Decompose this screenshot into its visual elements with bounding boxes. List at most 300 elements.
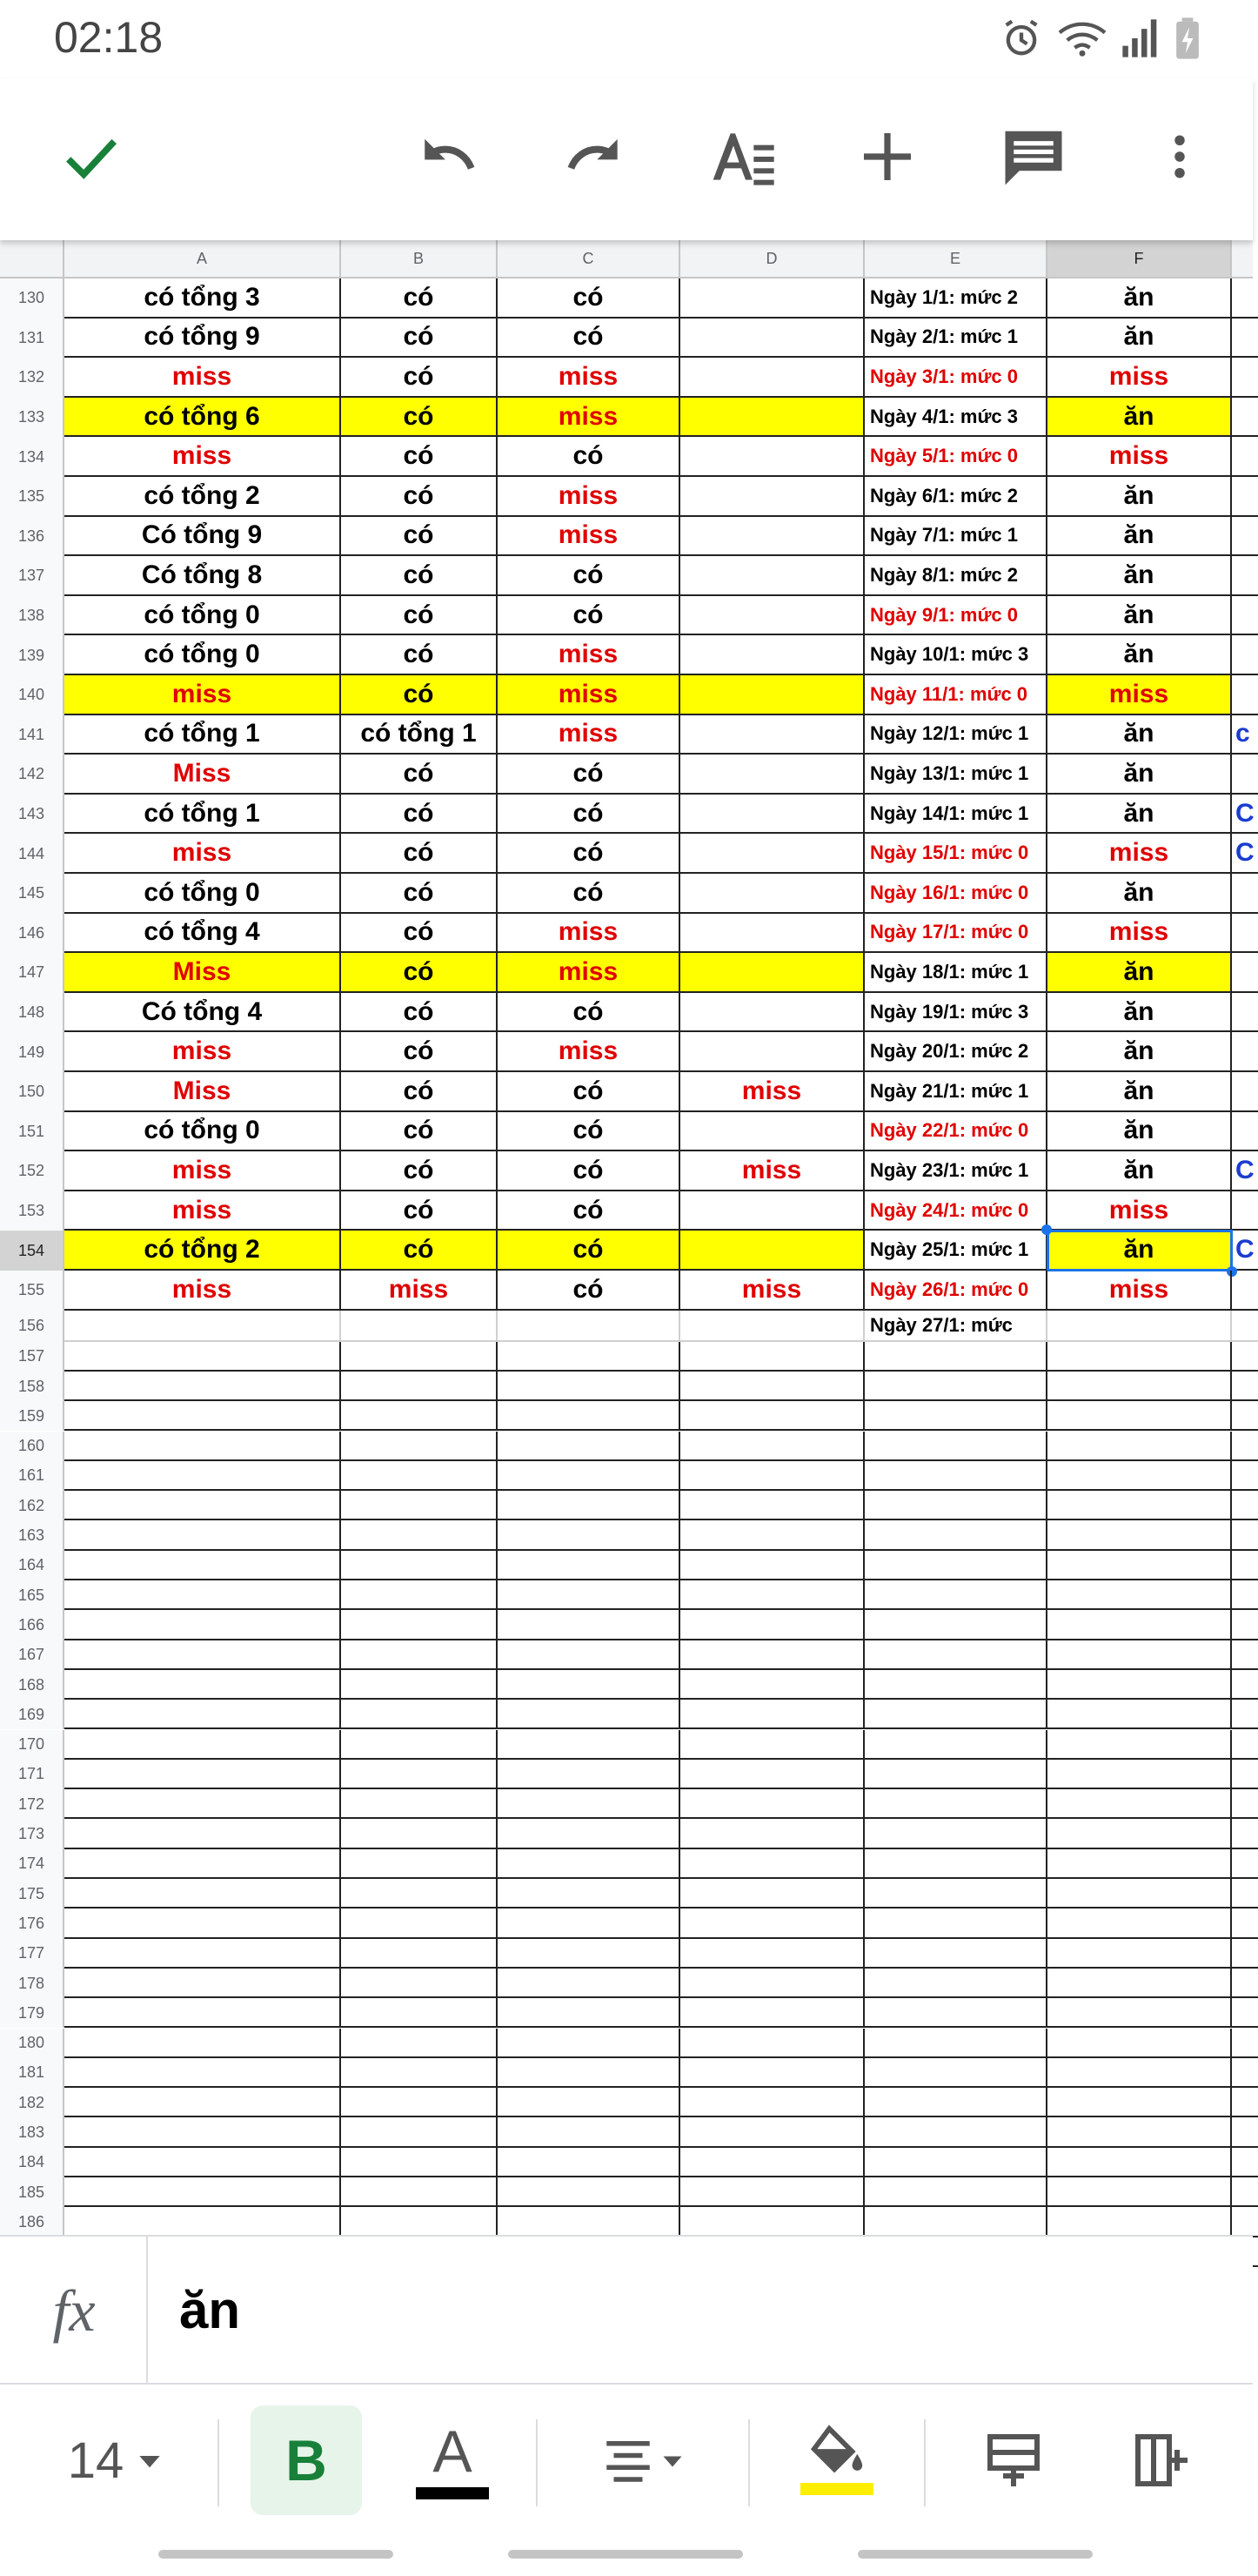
cell-f175[interactable]	[1047, 1879, 1232, 1909]
cell-f152[interactable]: ăn	[1047, 1151, 1232, 1191]
cell-f173[interactable]	[1047, 1819, 1232, 1848]
cell-a153[interactable]: miss	[64, 1191, 341, 1231]
cell-d182[interactable]	[680, 2088, 865, 2117]
cell-a144[interactable]: miss	[64, 834, 341, 874]
cell-e148[interactable]: Ngày 19/1: mức 3	[865, 993, 1047, 1033]
cell-a136[interactable]: Có tổng 9	[64, 517, 341, 557]
cell-a166[interactable]	[64, 1610, 341, 1640]
cell-a177[interactable]	[64, 1939, 341, 1969]
cell-f186[interactable]	[1047, 2207, 1232, 2237]
cell-c168[interactable]	[498, 1670, 680, 1700]
cell-d151[interactable]	[680, 1112, 865, 1152]
cell-e157[interactable]	[865, 1342, 1047, 1372]
cell-d135[interactable]	[680, 477, 865, 517]
column-header-c[interactable]: C	[498, 240, 680, 278]
cell-e159[interactable]	[865, 1401, 1047, 1431]
cell-g153[interactable]	[1232, 1191, 1258, 1231]
cell-d153[interactable]	[680, 1191, 865, 1231]
cell-d167[interactable]	[680, 1640, 865, 1670]
cell-f168[interactable]	[1047, 1670, 1232, 1700]
cell-f182[interactable]	[1047, 2088, 1232, 2117]
cell-b158[interactable]	[341, 1372, 498, 1401]
cell-g130[interactable]	[1232, 278, 1258, 319]
cell-d138[interactable]	[680, 596, 865, 636]
cell-c141[interactable]: miss	[498, 715, 680, 755]
row-header[interactable]: 150	[0, 1072, 64, 1112]
cell-d144[interactable]	[680, 834, 865, 874]
cell-e161[interactable]	[865, 1461, 1047, 1491]
font-size-dropdown[interactable]	[52, 2405, 183, 2515]
cell-f141[interactable]: ăn	[1047, 715, 1232, 755]
column-header-b[interactable]: B	[341, 240, 498, 278]
cell-f153[interactable]: miss	[1047, 1191, 1232, 1231]
cell-d176[interactable]	[680, 1909, 865, 1938]
bold-button[interactable]	[251, 2405, 362, 2515]
cell-b147[interactable]: có	[341, 953, 498, 993]
align-dropdown[interactable]	[583, 2405, 705, 2515]
cell-b154[interactable]: có	[341, 1231, 498, 1271]
cell-b161[interactable]	[341, 1461, 498, 1491]
cell-g166[interactable]	[1232, 1610, 1258, 1640]
cell-a181[interactable]	[64, 2058, 341, 2088]
text-format-icon[interactable]	[699, 113, 786, 200]
cell-e135[interactable]: Ngày 6/1: mức 2	[865, 477, 1047, 517]
cell-f132[interactable]: miss	[1047, 358, 1232, 398]
cell-g146[interactable]	[1232, 914, 1258, 954]
cell-f169[interactable]	[1047, 1700, 1232, 1729]
cell-b160[interactable]	[341, 1432, 498, 1461]
cell-a175[interactable]	[64, 1879, 341, 1909]
cell-e139[interactable]: Ngày 10/1: mức 3	[865, 635, 1047, 675]
cell-a145[interactable]: có tổng 0	[64, 874, 341, 914]
cell-e170[interactable]	[865, 1730, 1047, 1760]
cell-f177[interactable]	[1047, 1939, 1232, 1969]
cell-a138[interactable]: có tổng 0	[64, 596, 341, 636]
cell-c142[interactable]: có	[498, 755, 680, 795]
cell-f160[interactable]	[1047, 1432, 1232, 1461]
cell-d164[interactable]	[680, 1551, 865, 1580]
cell-g148[interactable]	[1232, 993, 1258, 1033]
cell-e154[interactable]: Ngày 25/1: mức 1	[865, 1231, 1047, 1271]
cell-f176[interactable]	[1047, 1909, 1232, 1938]
cell-b169[interactable]	[341, 1700, 498, 1729]
cell-b183[interactable]	[341, 2117, 498, 2147]
row-header[interactable]: 153	[0, 1191, 64, 1231]
cell-e181[interactable]	[865, 2058, 1047, 2088]
cell-d179[interactable]	[680, 1998, 865, 2028]
row-header[interactable]: 155	[0, 1271, 64, 1311]
cell-e165[interactable]	[865, 1580, 1047, 1610]
cell-e164[interactable]	[865, 1551, 1047, 1580]
cell-g165[interactable]	[1232, 1580, 1258, 1610]
row-header[interactable]: 143	[0, 795, 64, 835]
cell-c177[interactable]	[498, 1939, 680, 1969]
cell-c143[interactable]: có	[498, 795, 680, 835]
nav-handle-right[interactable]	[858, 2550, 1093, 2559]
cell-e172[interactable]	[865, 1789, 1047, 1819]
cell-a132[interactable]: miss	[64, 358, 341, 398]
cell-e130[interactable]: Ngày 1/1: mức 2	[865, 278, 1047, 319]
cell-c151[interactable]: có	[498, 1112, 680, 1152]
insert-plus-icon[interactable]	[844, 113, 931, 200]
cell-e146[interactable]: Ngày 17/1: mức 0	[865, 914, 1047, 954]
cell-c178[interactable]	[498, 1969, 680, 1998]
cell-e175[interactable]	[865, 1879, 1047, 1909]
cell-b159[interactable]	[341, 1401, 498, 1431]
cell-f167[interactable]	[1047, 1640, 1232, 1670]
row-header[interactable]: 159	[0, 1401, 64, 1431]
cell-d184[interactable]	[680, 2148, 865, 2177]
cell-c162[interactable]	[498, 1491, 680, 1520]
cell-a183[interactable]	[64, 2117, 341, 2147]
row-header[interactable]: 157	[0, 1342, 64, 1372]
cell-e186[interactable]	[865, 2207, 1047, 2237]
cell-a137[interactable]: Có tổng 8	[64, 556, 341, 596]
cell-g151[interactable]	[1232, 1112, 1258, 1152]
cell-d143[interactable]	[680, 795, 865, 835]
cell-e131[interactable]: Ngày 2/1: mức 1	[865, 319, 1047, 359]
cell-a167[interactable]	[64, 1640, 341, 1670]
select-all-corner[interactable]	[0, 240, 64, 278]
cell-d131[interactable]	[680, 319, 865, 359]
cell-f142[interactable]: ăn	[1047, 755, 1232, 795]
cell-a141[interactable]: có tổng 1	[64, 715, 341, 755]
cell-b130[interactable]: có	[341, 278, 498, 319]
row-header[interactable]: 182	[0, 2088, 64, 2117]
cell-a179[interactable]	[64, 1998, 341, 2028]
cell-b171[interactable]	[341, 1760, 498, 1789]
row-header[interactable]: 144	[0, 834, 64, 874]
cell-c167[interactable]	[498, 1640, 680, 1670]
cell-c174[interactable]	[498, 1849, 680, 1879]
cell-e179[interactable]	[865, 1998, 1047, 2028]
cell-b157[interactable]	[341, 1342, 498, 1372]
cell-f162[interactable]	[1047, 1491, 1232, 1520]
cell-f135[interactable]: ăn	[1047, 477, 1232, 517]
row-header[interactable]: 164	[0, 1551, 64, 1580]
cell-c170[interactable]	[498, 1730, 680, 1760]
cell-d174[interactable]	[680, 1849, 865, 1879]
cell-e158[interactable]	[865, 1372, 1047, 1401]
cell-e174[interactable]	[865, 1849, 1047, 1879]
redo-icon[interactable]	[551, 113, 638, 200]
cell-c171[interactable]	[498, 1760, 680, 1789]
cell-b131[interactable]: có	[341, 319, 498, 359]
cell-b176[interactable]	[341, 1909, 498, 1938]
cell-e144[interactable]: Ngày 15/1: mức 0	[865, 834, 1047, 874]
cell-b150[interactable]: có	[341, 1072, 498, 1112]
row-header[interactable]: 178	[0, 1969, 64, 1998]
cell-f147[interactable]: ăn	[1047, 953, 1232, 993]
fill-color-button[interactable]	[785, 2405, 889, 2515]
cell-f171[interactable]	[1047, 1760, 1232, 1789]
cell-a133[interactable]: có tổng 6	[64, 398, 341, 438]
cell-b149[interactable]: có	[341, 1032, 498, 1072]
cell-c165[interactable]	[498, 1580, 680, 1610]
cell-d137[interactable]	[680, 556, 865, 596]
cell-d148[interactable]	[680, 993, 865, 1033]
cell-b185[interactable]	[341, 2177, 498, 2207]
cell-f179[interactable]	[1047, 1998, 1232, 2028]
cell-f140[interactable]: miss	[1047, 675, 1232, 715]
cell-a171[interactable]	[64, 1760, 341, 1789]
cell-a180[interactable]	[64, 2029, 341, 2058]
cell-g171[interactable]	[1232, 1760, 1258, 1789]
cell-b137[interactable]: có	[341, 556, 498, 596]
row-header[interactable]: 131	[0, 319, 64, 359]
cell-g172[interactable]	[1232, 1789, 1258, 1819]
cell-c147[interactable]: miss	[498, 953, 680, 993]
cell-d163[interactable]	[680, 1520, 865, 1550]
row-header[interactable]: 174	[0, 1849, 64, 1879]
cell-c150[interactable]: có	[498, 1072, 680, 1112]
cell-f151[interactable]: ăn	[1047, 1112, 1232, 1152]
cell-d178[interactable]	[680, 1969, 865, 1998]
cell-g182[interactable]	[1232, 2088, 1258, 2117]
cell-g136[interactable]	[1232, 517, 1258, 557]
row-header[interactable]: 175	[0, 1879, 64, 1909]
formula-input[interactable]: ăn	[179, 2281, 241, 2339]
cell-a131[interactable]: có tổng 9	[64, 319, 341, 359]
row-header[interactable]: 170	[0, 1730, 64, 1760]
cell-e183[interactable]	[865, 2117, 1047, 2147]
cell-a158[interactable]	[64, 1372, 341, 1401]
row-header[interactable]: 136	[0, 517, 64, 557]
cell-g179[interactable]	[1232, 1998, 1258, 2028]
text-color-button[interactable]	[400, 2405, 505, 2515]
insert-column-button[interactable]	[1114, 2405, 1209, 2515]
cell-c137[interactable]: có	[498, 556, 680, 596]
cell-a165[interactable]	[64, 1580, 341, 1610]
cell-d146[interactable]	[680, 914, 865, 954]
cell-f154[interactable]: ăn	[1047, 1231, 1232, 1271]
cell-f161[interactable]	[1047, 1461, 1232, 1491]
cell-a173[interactable]	[64, 1819, 341, 1848]
cell-g167[interactable]	[1232, 1640, 1258, 1670]
cell-b165[interactable]	[341, 1580, 498, 1610]
cell-c134[interactable]: có	[498, 437, 680, 477]
cell-e169[interactable]	[865, 1700, 1047, 1729]
cell-f155[interactable]: miss	[1047, 1271, 1232, 1311]
cell-e156[interactable]: Ngày 27/1: mức	[865, 1311, 1047, 1342]
cell-e182[interactable]	[865, 2088, 1047, 2117]
cell-c180[interactable]	[498, 2029, 680, 2058]
cell-g133[interactable]	[1232, 398, 1258, 438]
cell-a149[interactable]: miss	[64, 1032, 341, 1072]
cell-b181[interactable]	[341, 2058, 498, 2088]
cell-g141[interactable]: c	[1232, 715, 1258, 755]
more-options-icon[interactable]	[1136, 113, 1223, 200]
cell-a152[interactable]: miss	[64, 1151, 341, 1191]
cell-d156[interactable]	[680, 1311, 865, 1342]
cell-d181[interactable]	[680, 2058, 865, 2088]
cell-b132[interactable]: có	[341, 358, 498, 398]
cell-d177[interactable]	[680, 1939, 865, 1969]
cell-g145[interactable]	[1232, 874, 1258, 914]
cell-g164[interactable]	[1232, 1551, 1258, 1580]
row-header[interactable]: 137	[0, 556, 64, 596]
cell-b164[interactable]	[341, 1551, 498, 1580]
cell-e132[interactable]: Ngày 3/1: mức 0	[865, 358, 1047, 398]
cell-d168[interactable]	[680, 1670, 865, 1700]
cell-g131[interactable]	[1232, 319, 1258, 359]
cell-d161[interactable]	[680, 1461, 865, 1491]
cell-g152[interactable]: C	[1232, 1151, 1258, 1191]
cell-c164[interactable]	[498, 1551, 680, 1580]
cell-b173[interactable]	[341, 1819, 498, 1848]
cell-g156[interactable]	[1232, 1311, 1258, 1342]
cell-b152[interactable]: có	[341, 1151, 498, 1191]
row-header[interactable]: 134	[0, 437, 64, 477]
cell-e173[interactable]	[865, 1819, 1047, 1848]
cell-d133[interactable]	[680, 398, 865, 438]
undo-icon[interactable]	[405, 113, 492, 200]
cell-c169[interactable]	[498, 1700, 680, 1729]
cell-g174[interactable]	[1232, 1849, 1258, 1879]
cell-a143[interactable]: có tổng 1	[64, 795, 341, 835]
cell-b134[interactable]: có	[341, 437, 498, 477]
cell-b170[interactable]	[341, 1730, 498, 1760]
cell-g139[interactable]	[1232, 635, 1258, 675]
cell-b143[interactable]: có	[341, 795, 498, 835]
cell-c186[interactable]	[498, 2207, 680, 2237]
cell-a151[interactable]: có tổng 0	[64, 1112, 341, 1152]
cell-c181[interactable]	[498, 2058, 680, 2088]
cell-f130[interactable]: ăn	[1047, 278, 1232, 319]
row-header[interactable]: 163	[0, 1520, 64, 1550]
cell-f148[interactable]: ăn	[1047, 993, 1232, 1033]
cell-d147[interactable]	[680, 953, 865, 993]
cell-g175[interactable]	[1232, 1879, 1258, 1909]
cell-c140[interactable]: miss	[498, 675, 680, 715]
cell-f134[interactable]: miss	[1047, 437, 1232, 477]
cell-d140[interactable]	[680, 675, 865, 715]
cell-b162[interactable]	[341, 1491, 498, 1520]
done-checkmark-icon[interactable]	[48, 113, 135, 200]
cell-c144[interactable]: có	[498, 834, 680, 874]
cell-a154[interactable]: có tổng 2	[64, 1231, 341, 1271]
cell-b155[interactable]: miss	[341, 1271, 498, 1311]
cell-d183[interactable]	[680, 2117, 865, 2147]
cell-f180[interactable]	[1047, 2029, 1232, 2058]
cell-e162[interactable]	[865, 1491, 1047, 1520]
cell-d172[interactable]	[680, 1789, 865, 1819]
cell-f172[interactable]	[1047, 1789, 1232, 1819]
cell-d180[interactable]	[680, 2029, 865, 2058]
cell-d139[interactable]	[680, 635, 865, 675]
cell-a142[interactable]: Miss	[64, 755, 341, 795]
row-header[interactable]: 138	[0, 596, 64, 636]
row-header[interactable]: 171	[0, 1760, 64, 1789]
cell-c135[interactable]: miss	[498, 477, 680, 517]
cell-c185[interactable]	[498, 2177, 680, 2207]
cell-e167[interactable]	[865, 1640, 1047, 1670]
cell-e177[interactable]	[865, 1939, 1047, 1969]
row-header[interactable]: 154	[0, 1231, 64, 1271]
column-header-f[interactable]: F	[1047, 240, 1232, 278]
cell-f131[interactable]: ăn	[1047, 319, 1232, 359]
cell-g185[interactable]	[1232, 2177, 1258, 2207]
cell-d159[interactable]	[680, 1401, 865, 1431]
cell-e142[interactable]: Ngày 13/1: mức 1	[865, 755, 1047, 795]
cell-e184[interactable]	[865, 2148, 1047, 2177]
cell-b146[interactable]: có	[341, 914, 498, 954]
cell-e140[interactable]: Ngày 11/1: mức 0	[865, 675, 1047, 715]
cell-a130[interactable]: có tổng 3	[64, 278, 341, 319]
insert-row-button[interactable]	[966, 2405, 1061, 2515]
cell-a178[interactable]	[64, 1969, 341, 1998]
nav-handle-left[interactable]	[158, 2550, 393, 2559]
cell-f185[interactable]	[1047, 2177, 1232, 2207]
cell-c146[interactable]: miss	[498, 914, 680, 954]
row-header[interactable]: 133	[0, 398, 64, 438]
cell-d155[interactable]: miss	[680, 1271, 865, 1311]
cell-b140[interactable]: có	[341, 675, 498, 715]
cell-g149[interactable]	[1232, 1032, 1258, 1072]
cell-d160[interactable]	[680, 1432, 865, 1461]
row-header[interactable]: 173	[0, 1819, 64, 1848]
row-header[interactable]: 185	[0, 2177, 64, 2207]
cell-c155[interactable]: có	[498, 1271, 680, 1311]
cell-a164[interactable]	[64, 1551, 341, 1580]
row-header[interactable]: 142	[0, 755, 64, 795]
row-header[interactable]: 186	[0, 2207, 64, 2237]
row-header[interactable]: 151	[0, 1112, 64, 1152]
cell-d154[interactable]	[680, 1231, 865, 1271]
cell-e149[interactable]: Ngày 20/1: mức 2	[865, 1032, 1047, 1072]
cell-a148[interactable]: Có tổng 4	[64, 993, 341, 1033]
cell-e133[interactable]: Ngày 4/1: mức 3	[865, 398, 1047, 438]
cell-f144[interactable]: miss	[1047, 834, 1232, 874]
cell-f164[interactable]	[1047, 1551, 1232, 1580]
cell-d130[interactable]	[680, 278, 865, 319]
cell-b135[interactable]: có	[341, 477, 498, 517]
row-header[interactable]: 149	[0, 1032, 64, 1072]
cell-f159[interactable]	[1047, 1401, 1232, 1431]
comment-icon[interactable]	[990, 113, 1077, 200]
cell-c132[interactable]: miss	[498, 358, 680, 398]
nav-handle-center[interactable]	[508, 2550, 743, 2559]
cell-a147[interactable]: Miss	[64, 953, 341, 993]
cell-f184[interactable]	[1047, 2148, 1232, 2177]
cell-c159[interactable]	[498, 1401, 680, 1431]
cell-c148[interactable]: có	[498, 993, 680, 1033]
row-header[interactable]: 141	[0, 715, 64, 755]
cell-g137[interactable]	[1232, 556, 1258, 596]
cell-e185[interactable]	[865, 2177, 1047, 2207]
cell-d175[interactable]	[680, 1879, 865, 1909]
cell-d157[interactable]	[680, 1342, 865, 1372]
cell-b163[interactable]	[341, 1520, 498, 1550]
cell-d149[interactable]	[680, 1032, 865, 1072]
cell-b151[interactable]: có	[341, 1112, 498, 1152]
cell-d185[interactable]	[680, 2177, 865, 2207]
cell-b186[interactable]	[341, 2207, 498, 2237]
cell-e168[interactable]	[865, 1670, 1047, 1700]
cell-d169[interactable]	[680, 1700, 865, 1729]
cell-c131[interactable]: có	[498, 319, 680, 359]
cell-g160[interactable]	[1232, 1432, 1258, 1461]
cell-f165[interactable]	[1047, 1580, 1232, 1610]
cell-d134[interactable]	[680, 437, 865, 477]
cell-e151[interactable]: Ngày 22/1: mức 0	[865, 1112, 1047, 1152]
cell-d186[interactable]	[680, 2207, 865, 2237]
cell-g154[interactable]: C	[1232, 1231, 1258, 1271]
cell-g132[interactable]	[1232, 358, 1258, 398]
cell-c158[interactable]	[498, 1372, 680, 1401]
row-header[interactable]: 140	[0, 675, 64, 715]
cell-c182[interactable]	[498, 2088, 680, 2117]
